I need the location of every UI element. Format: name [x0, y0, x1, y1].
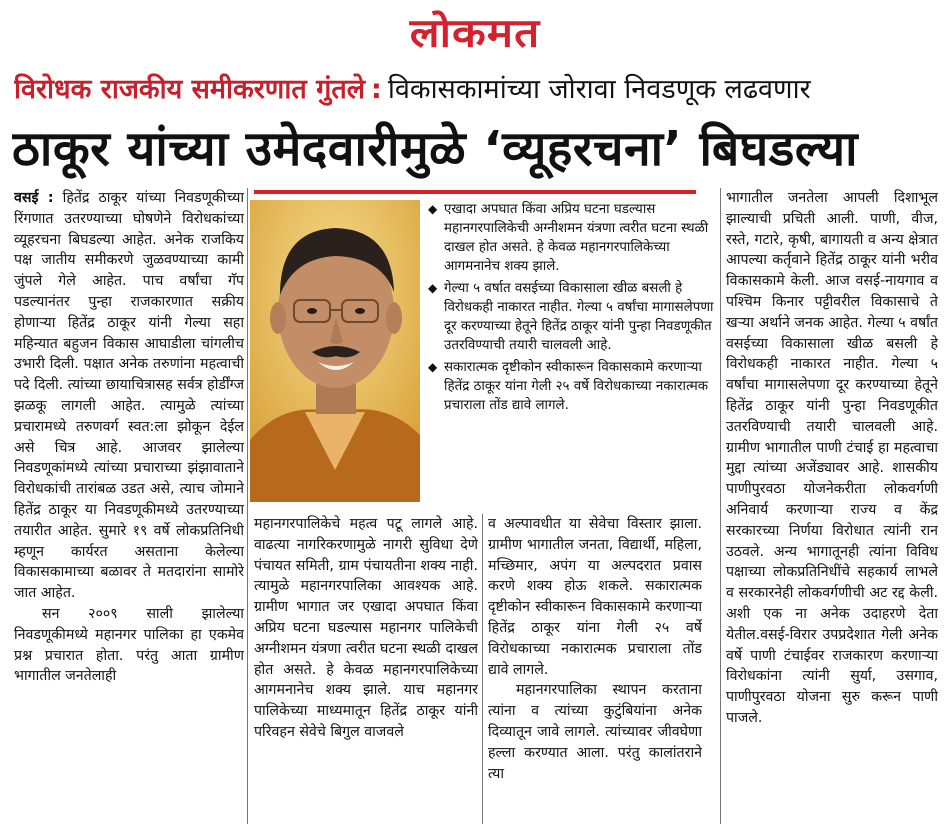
column-3-para-2: महानगरपालिका स्थापन करताना त्यांना व त्यांच्या कुटुंबियांना अनेक दिव्यातून जावे लागले. त्यांच्यावर जीवघेणा हल्ला करण्यात आला. परंतु कालांतराने त्या: [488, 682, 702, 782]
headline: ठाकूर यांच्या उमेदवारीमुळे ‘व्यूहरचना’ बिघडल्या: [12, 121, 859, 177]
article-column-3: [488, 514, 702, 824]
column-1-para-1: [14, 188, 244, 604]
column-1-para-2: सन २००९ साली झालेल्या निवडणूकीमध्ये महानगर पालिका हा एकमेव प्रश्न प्रचारात होता. परंतु आता ग्रामीण भागातील जनतेलाही: [14, 605, 244, 685]
portrait-illustration: [250, 200, 420, 502]
dateline: वसई :: [14, 190, 54, 206]
article-column-1: [14, 188, 244, 824]
highlight-item: [428, 279, 718, 355]
logo-text: लोकमत: [409, 10, 541, 57]
article-column-4: [726, 188, 938, 824]
highlight-text: एखादा अपघात किंवा अप्रिय घटना घडल्यास महानगरपालिकेची अग्नीशमन यंत्रणा त्वरीत घटना स्थळी दाखल होत असते. हे केवळ महानगरपालिकेच्या आगमनानेच शक्य झाले.: [444, 202, 709, 274]
column-divider: [720, 188, 721, 824]
column-2-para-1: महानगरपालिकेचे महत्व पटू लागले आहे. वाढत्या नागरिकरणामुळे नागरी सुविधा देणे पंचायत समिती, ग्राम पंचायतीना शक्य नाही. त्यामुळे महानगरपालिका आवश्यक आहे. ग्रामीण भागात जर एखादा अपघात किंवा अप्रिय घटना घडल्यास महानगर पालिकेची अग्नीशमन यंत्रणा त्वरीत घटना स्थळी दाखल होत असते. हे केवळ महानगरपालिकेच्या आगमनानेच शक्य झाले. याच महानगर पालिकेच्या माध्यमातून हितेंद्र ठाकूर यांनी परिवहन सेवेचे बिगुल वाजवले: [254, 516, 478, 740]
column-divider: [247, 188, 248, 824]
kicker-separator: :: [371, 74, 382, 105]
kicker-line: [14, 72, 934, 112]
diamond-bullet-icon: ◆: [428, 360, 438, 374]
kicker-lead: विरोधक राजकीय समीकरणात गुंतले: [14, 74, 366, 105]
highlights-box: [428, 200, 718, 502]
diamond-bullet-icon: ◆: [428, 281, 438, 295]
highlight-item: [428, 358, 718, 415]
masthead-logo: [0, 6, 950, 62]
diamond-bullet-icon: ◆: [428, 202, 438, 216]
highlight-text: सकारात्मक दृष्टीकोन स्वीकारून विकासकामे करणाऱ्या हितेंद्र ठाकूर यांना गेली २५ वर्षे विरोधकाच्या नकारात्मक प्रचाराला तोंड द्यावे लागले.: [444, 360, 709, 413]
column-divider: [482, 514, 483, 824]
highlight-text: गेल्या ५ वर्षात वसईच्या विकासाला खीळ बसली हे विरोधकही नाकारत नाहीत. गेल्या ५ वर्षांचा मागासलेपणा दूर करण्याच्या हेतूने हितेंद्र ठाकूर यांनी पुन्हा निवडणूकीत उतरविण्याची तयारी चालवली आहे.: [444, 281, 714, 353]
column-4-para-1: भागातील जनतेला आपली दिशाभूल झाल्याची प्रचिती आली. पाणी, वीज, रस्ते, गटारे, कृषी, बागायती व अन्य क्षेत्रात आपल्या कर्तृवाने हितेंद्र ठाकूर यांनी भरीव विकासकामे केली. आज वसई-नायगाव व पश्चिम किनार पट्टीवरील विकासाचे ते खऱ्या अर्थाने जनक आहेत. गेल्या ५ वर्षांत वसईच्या विकासाला खीळ बसली हे विरोधकही नाकारत नाहीत. गेल्या ५ वर्षांचा मागासलेपणा दूर करण्याच्या हेतूने हितेंद्र ठाकूर यांनी पुन्हा निवडणूकीत उतरविण्याची तयारी चालवली आहे. ग्रामीण भागातील पाणी टंचाई हा महत्वाचा मुद्दा त्यांच्या अजेंड्यावर आहे. शासकीय पाणीपुरवठा योजनेकरीता लोकवर्गणी अनिवार्य करणाऱ्या राज्य व केंद्र सरकारच्या निर्णया विरोधात त्यांनी रान उठवले. अन्य भागातूनही त्यांना विविध पक्षाच्या लोकप्रतिनिधींचे सहकार्य लाभले व सरकारनेही लोकवर्गणीची अट रद्द केली. अशी एक ना अनेक उदाहरणे देता येतील.वसई-विरार उपप्रदेशात गेली अनेक वर्षे पाणी टंचाईवर राजकारण करणाऱ्या विरोधकांना त्यांनी सुर्या, उसगाव, पाणीपुरवठा योजना सुरु करून पाणी पाजले.: [726, 190, 938, 726]
column-3-para-1: व अल्पावधीत या सेवेचा विस्तार झाला. ग्रामीण भागातील जनता, विद्यार्थी, महिला, मच्छिमार, अपंग या अल्पदरात प्रवास करणे शक्य होऊ शकले. सकारात्मक दृष्टीकोन स्वीकारून विकासकामे करणाऱ्या हितेंद्र ठाकूर यांना गेली २५ वर्षे विरोधकाच्या नकारात्मक प्रचाराला तोंड द्यावे लागले.: [488, 516, 702, 678]
kicker-rest: विकासकामांच्या जोरावा निवडणूक लढवणार: [387, 74, 811, 105]
article-column-2: [254, 514, 478, 824]
red-rule-divider: [254, 190, 696, 194]
column-1-para-1-text: हितेंद्र ठाकूर यांच्या निवडणूकीच्या रिंगणात उतरण्याच्या घोषणेने विरोधकांच्या व्यूहरचना बिघडल्या आहेत. अनेक राजकिय पक्ष जातीय समीकरणे जुळवण्याच्या कामी जुंपले गेले आहेत. पाच वर्षांचा गॅप पडल्यानंतर पुन्हा राजकारणात सक्रीय होणाऱ्या हितेंद्र ठाकूर यांनी गेल्या सहा महिन्यात बहुजन विकास आघाडीला चांगलीच उभारी दिली. पक्षात अनेक तरुणांना महत्वाची पदे दिली. त्यांच्या छायाचित्रासह सर्वत्र होर्डींग्ज झळकू लागली आहेत. त्यामुळे त्यांच्या प्रचारामध्ये तरुणवर्ग स्वत:ला झोकून देईल असे चित्र आहे. आजवर झालेल्या निवडणूकांमध्ये त्यांच्या प्रचाराच्या झंझावाताने विरोधकांची तारांबळ उडत असे, त्याच जोमाने हितेंद्र ठाकूर या निवडणूकीमध्ये उतरण्याच्या तयारीत आहेत. सुमारे १९ वर्षे लोकप्रतिनिधी म्हणून कार्यरत असताना केलेल्या विकासकामाच्या बळावर ते मतदारांना सामोरे जात आहेत.: [14, 190, 244, 602]
highlight-item: [428, 200, 718, 276]
portrait-photo: [250, 200, 420, 502]
